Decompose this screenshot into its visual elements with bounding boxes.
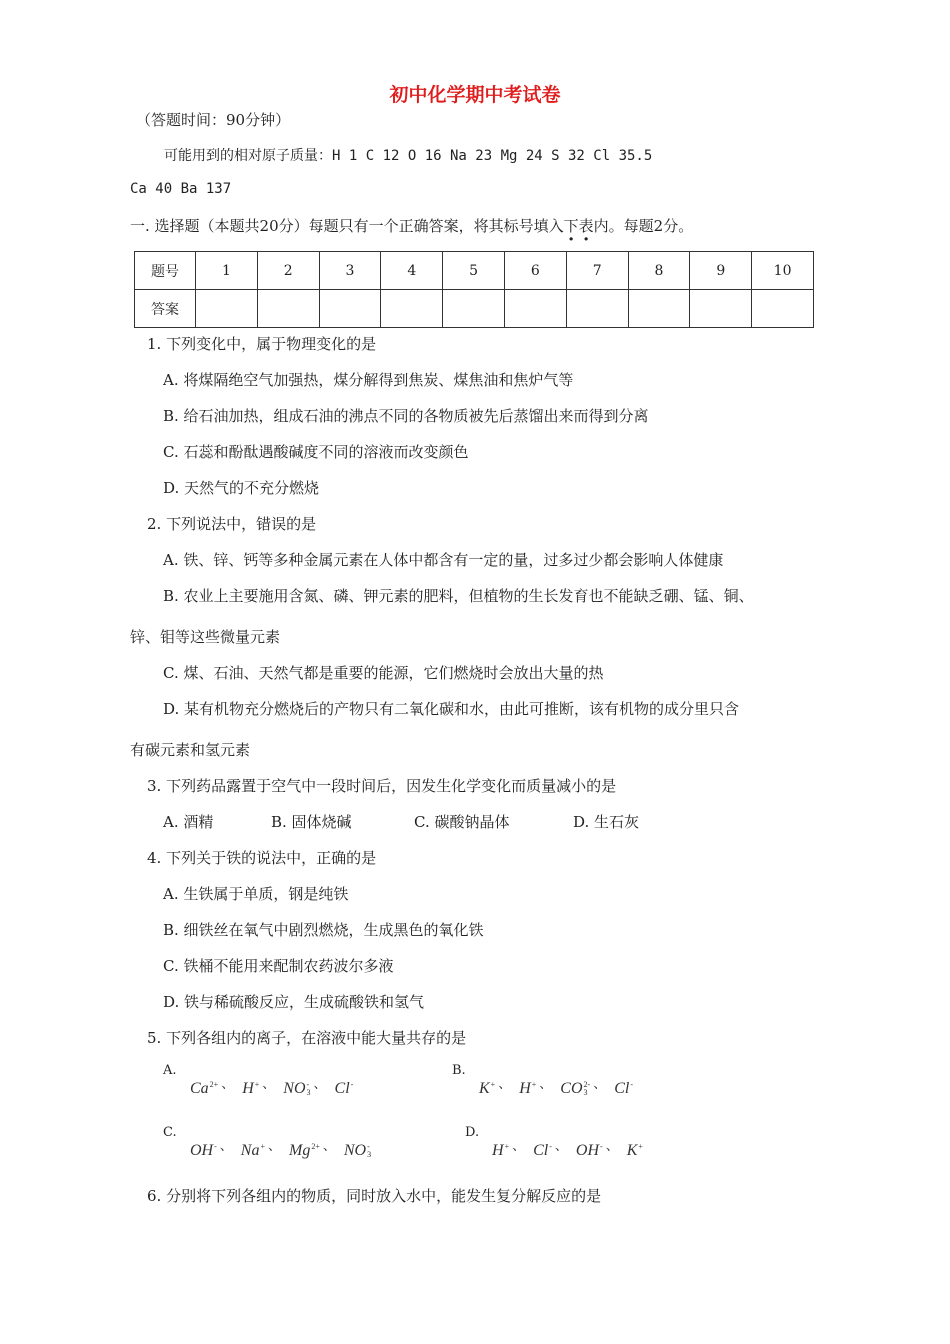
question-4-option-d: D. 铁与稀硫酸反应，生成硫酸铁和氢气 (163, 993, 425, 1011)
ion-formula: H + (492, 1142, 510, 1159)
question-3-option-b: B. 固体烧碱 (271, 813, 352, 831)
answer-cell[interactable] (504, 290, 566, 328)
section-heading-text: 一. 选择题（本题共20分）每题只有一个正确答案，将其标号填入 (130, 217, 564, 235)
question-4-option-a: A. 生铁属于单质，钢是纯铁 (163, 885, 349, 903)
question-number-cell: 8 (628, 252, 690, 290)
question-2-stem: 2. 下列说法中，错误的是 (147, 515, 317, 533)
question-3-option-a: A. 酒精 (163, 813, 214, 831)
ion-formula: Cl - (614, 1080, 634, 1097)
answer-cell[interactable] (257, 290, 319, 328)
page-title: 初中化学期中考试卷 (389, 84, 561, 106)
ion-separator: 、 (605, 1138, 619, 1153)
answer-table (134, 251, 814, 328)
question-5-label-b: B. (452, 1063, 466, 1078)
question-number-cell: 2 (257, 252, 319, 290)
exam-time: （答题时间：90分钟） (136, 111, 291, 129)
question-2-option-d: D. 某有机物充分燃烧后的产物只有二氧化碳和水，由此可推断，该有机物的成分里只含 (163, 700, 740, 718)
table-header-cell: 题号 (135, 252, 196, 290)
ion-separator: 、 (221, 1076, 235, 1091)
question-5-stem: 5. 下列各组内的离子，在溶液中能大量共存的是 (147, 1029, 467, 1047)
emphasis-char: 表 (578, 217, 594, 235)
question-3-option-d: D. 生石灰 (573, 813, 640, 831)
question-5-option-c-ions (190, 1135, 375, 1160)
ion-formula: H + (519, 1080, 537, 1097)
section-heading-text: 内。每题2分。 (593, 217, 694, 235)
question-6-stem: 6. 分别将下列各组内的物质，同时放入水中，能发生复分解反应的是 (147, 1187, 602, 1205)
ion-separator: 、 (512, 1138, 526, 1153)
question-number-cell: 5 (443, 252, 505, 290)
answer-cell[interactable] (196, 290, 258, 328)
question-number-cell: 1 (196, 252, 258, 290)
question-number-cell: 7 (566, 252, 628, 290)
question-5-option-b-ions (479, 1073, 637, 1098)
ion-formula: Cl - (334, 1080, 354, 1097)
ion-separator: 、 (313, 1076, 327, 1091)
question-1-option-a: A. 将煤隔绝空气加强热，煤分解得到焦炭、煤焦油和焦炉气等 (163, 371, 574, 389)
question-number-cell: 9 (690, 252, 752, 290)
ion-formula: Ca 2+ (190, 1080, 219, 1097)
table-header-cell: 答案 (135, 290, 196, 328)
question-5-label-a: A. (163, 1063, 177, 1078)
ion-formula: Cl - (533, 1142, 552, 1159)
answer-table-number-row (135, 252, 814, 290)
question-3-option-c: C. 碳酸钠晶体 (414, 813, 510, 831)
question-number-cell: 6 (504, 252, 566, 290)
emphasis-char: 下 (563, 217, 579, 235)
ion-separator: 、 (262, 1076, 276, 1091)
question-2-option-c: C. 煤、石油、天然气都是重要的能源，它们燃烧时会放出大量的热 (163, 664, 604, 682)
ion-separator: 、 (219, 1138, 233, 1153)
question-4-option-c: C. 铁桶不能用来配制农药波尔多液 (163, 957, 394, 975)
question-1-option-b: B. 给石油加热，组成石油的沸点不同的各物质被先后蒸馏出来而得到分离 (163, 407, 649, 425)
question-1-stem: 1. 下列变化中，属于物理变化的是 (147, 335, 377, 353)
ion-formula: OH - (190, 1142, 217, 1159)
answer-cell[interactable] (752, 290, 814, 328)
answer-cell[interactable] (628, 290, 690, 328)
question-4-option-b: B. 细铁丝在氧气中剧烈燃烧，生成黑色的氧化铁 (163, 921, 484, 939)
ion-separator: 、 (554, 1138, 568, 1153)
ion-formula: NO - 3 (283, 1080, 311, 1098)
ion-formula: Na + (240, 1142, 265, 1159)
ion-separator: 、 (322, 1138, 336, 1153)
atomic-masses-line2: Ca 40 Ba 137 (130, 181, 232, 197)
question-2-option-b: B. 农业上主要施用含氮、磷、钾元素的肥料，但植物的生长发育也不能缺乏硼、锰、铜、 (163, 587, 754, 605)
answer-cell[interactable] (381, 290, 443, 328)
ion-formula: Mg 2+ (289, 1142, 320, 1159)
answer-cell[interactable] (319, 290, 381, 328)
question-number-cell: 3 (319, 252, 381, 290)
answer-cell[interactable] (566, 290, 628, 328)
question-2-option-a: A. 铁、锌、钙等多种金属元素在人体中都含有一定的量，过多过少都会影响人体健康 (163, 551, 724, 569)
answer-table-answer-row (135, 290, 814, 328)
question-1-option-c: C. 石蕊和酚酞遇酸碱度不同的溶液而改变颜色 (163, 443, 469, 461)
section-heading (130, 215, 693, 236)
question-2-option-d-continued: 有碳元素和氢元素 (130, 741, 251, 759)
atomic-masses-line1: 可能用到的相对原子质量：H 1 C 12 O 16 Na 23 Mg 24 S 32 Cl 35.5 (164, 148, 653, 164)
ion-separator: 、 (593, 1076, 607, 1091)
question-5-label-d: D. (465, 1125, 480, 1140)
ion-formula: H + (242, 1080, 260, 1097)
ion-formula: CO 2- 3 (560, 1080, 591, 1098)
answer-cell[interactable] (690, 290, 752, 328)
ion-formula: NO - 3 (343, 1142, 372, 1160)
answer-cell[interactable] (443, 290, 505, 328)
question-5-label-c: C. (163, 1125, 177, 1140)
question-3-stem: 3. 下列药品露置于空气中一段时间后，因发生化学变化而质量减小的是 (147, 777, 617, 795)
ion-separator: 、 (267, 1138, 281, 1153)
question-5-option-a-ions (190, 1073, 357, 1098)
question-1-option-d: D. 天然气的不充分燃烧 (163, 479, 320, 497)
question-number-cell: 10 (752, 252, 814, 290)
ion-formula: OH - (575, 1142, 603, 1159)
ion-separator: 、 (539, 1076, 553, 1091)
ion-separator: 、 (498, 1076, 512, 1091)
question-2-option-b-continued: 锌、钼等这些微量元素 (130, 628, 281, 646)
question-number-cell: 4 (381, 252, 443, 290)
ion-formula: K + (626, 1142, 643, 1159)
question-4-stem: 4. 下列关于铁的说法中，正确的是 (147, 849, 377, 867)
ion-formula: K + (479, 1080, 496, 1097)
question-5-option-d-ions (492, 1135, 647, 1160)
